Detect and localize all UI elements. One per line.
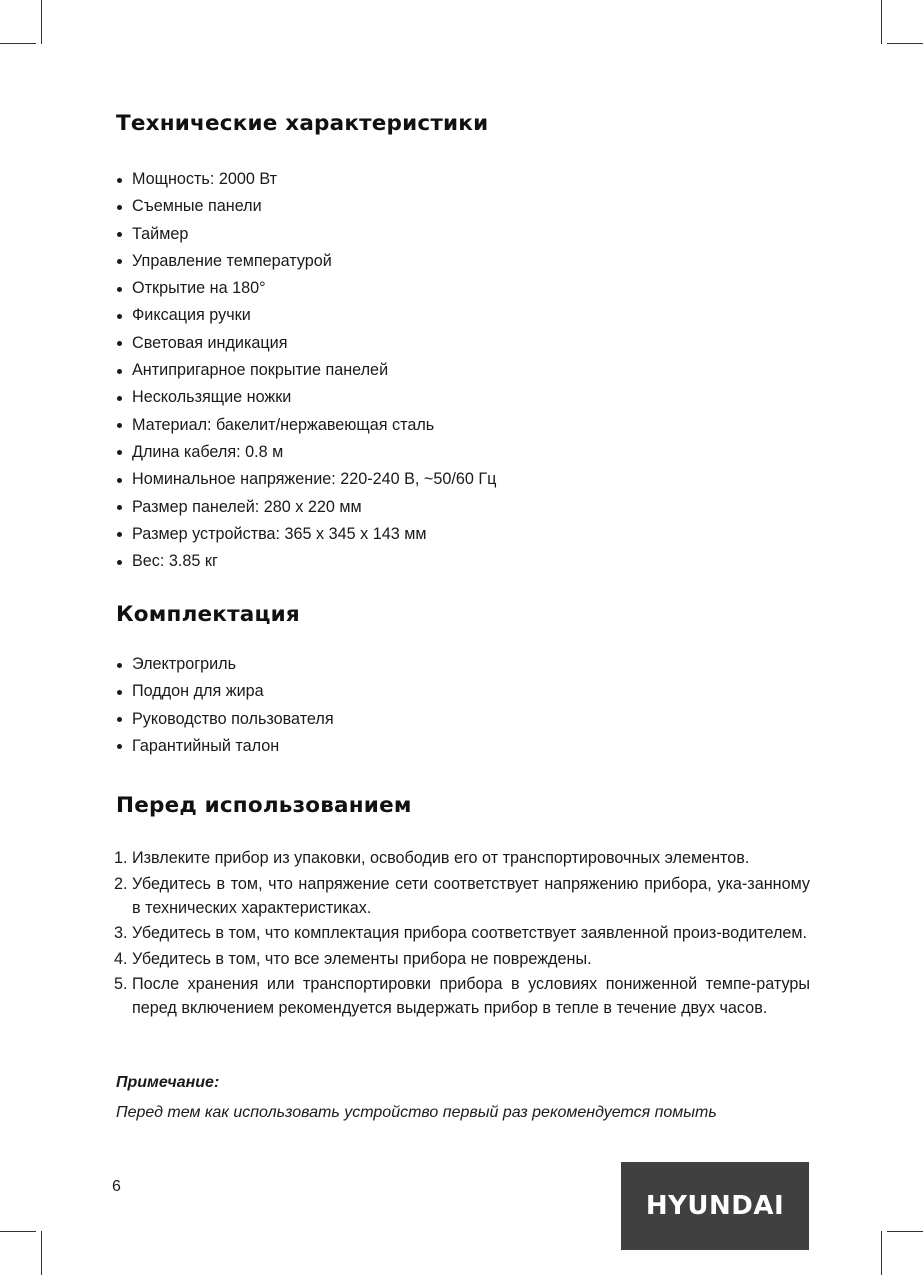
page-number: 6: [112, 1178, 121, 1195]
list-item: Таймер: [116, 221, 810, 248]
list-item: Материал: бакелит/нержавеющая сталь: [116, 412, 810, 439]
list-item: Размер устройства: 365 х 345 х 143 мм: [116, 521, 810, 548]
list-item: Управление температурой: [116, 248, 810, 275]
step-text: Извлеките прибор из упаковки, освободив его от транспортировочных элементов.: [132, 849, 750, 867]
kit-section: [116, 602, 810, 760]
specs-heading: Технические характеристики: [116, 111, 489, 136]
step-text: После хранения или транспортировки прибора в условиях пониженной темпе-ратуры перед включением рекомендуется выдержать прибор в тепле в течение двух часов.: [132, 975, 810, 1018]
crop-mark: [0, 1231, 36, 1232]
list-item: Размер панелей: 280 х 220 мм: [116, 494, 810, 521]
list-item: Вес: 3.85 кг: [116, 548, 810, 575]
specs-list: [116, 166, 810, 575]
crop-mark: [887, 43, 923, 44]
step-number: 1.: [114, 849, 128, 867]
specs-section: [116, 111, 810, 575]
step-text: Убедитесь в том, что напряжение сети соответствует напряжению прибора, ука-занному в технических характеристиках.: [132, 874, 810, 917]
step-number: 4.: [114, 949, 128, 968]
list-item: Электрогриль: [116, 651, 810, 678]
brand-logo: [621, 1162, 809, 1250]
before-use-heading: Перед использованием: [116, 793, 412, 818]
step-number: 2.: [114, 874, 128, 893]
step-text: Убедитесь в том, что все элементы прибора не повреждены.: [132, 949, 592, 968]
step-text: Убедитесь в том, что комплектация прибора соответствует заявленной произ-водителем.: [132, 924, 808, 943]
step-item: [116, 972, 810, 1020]
brand-logo-text: HYUNDAI: [645, 1191, 785, 1221]
list-item: Открытие на 180°: [116, 275, 810, 302]
kit-list: [116, 651, 810, 760]
before-use-section: [116, 793, 810, 1022]
list-item: Поддон для жира: [116, 678, 810, 705]
crop-mark: [41, 0, 42, 44]
step-number: 3.: [114, 924, 128, 943]
list-item: Гарантийный талон: [116, 733, 810, 760]
crop-mark: [41, 1231, 42, 1275]
list-item: Номинальное напряжение: 220-240 В, ~50/60 Гц: [116, 466, 810, 493]
step-item: [116, 846, 810, 870]
step-item: [116, 921, 810, 945]
list-item: Антипригарное покрытие панелей: [116, 357, 810, 384]
crop-mark: [881, 0, 882, 44]
list-item: Нескользящие ножки: [116, 384, 810, 411]
note-title: Примечание:: [116, 1074, 220, 1091]
list-item: Мощность: 2000 Вт: [116, 166, 810, 193]
step-item: [116, 947, 810, 971]
before-use-steps: [116, 846, 810, 1021]
list-item: Руководство пользователя: [116, 706, 810, 733]
crop-mark: [887, 1231, 923, 1232]
step-number: 5.: [114, 975, 128, 994]
crop-mark: [0, 43, 36, 44]
list-item: Фиксация ручки: [116, 302, 810, 329]
kit-heading: Комплектация: [116, 602, 300, 627]
crop-mark: [881, 1231, 882, 1275]
note-text: Перед тем как использовать устройство первый раз рекомендуется помыть: [116, 1104, 717, 1121]
list-item: Съемные панели: [116, 193, 810, 220]
step-item: [116, 872, 810, 920]
note-section: [116, 1074, 810, 1122]
list-item: Длина кабеля: 0.8 м: [116, 439, 810, 466]
list-item: Световая индикация: [116, 330, 810, 357]
